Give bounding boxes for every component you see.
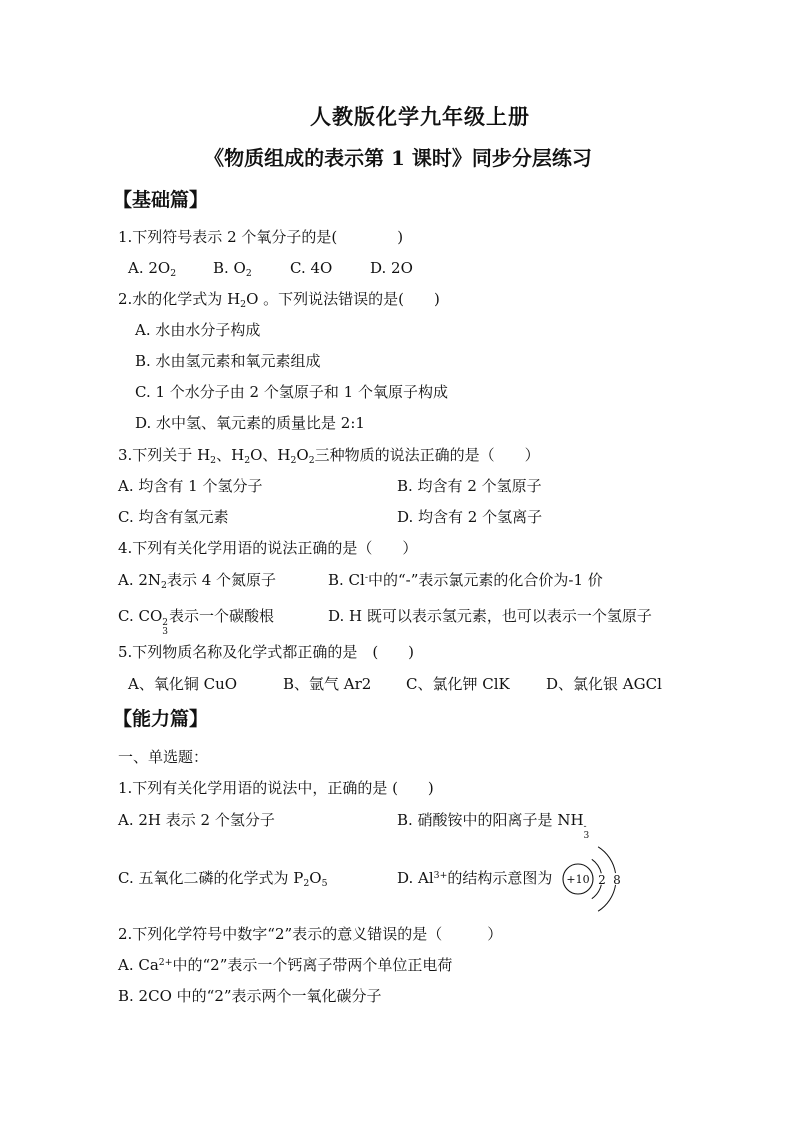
ability-q2-stem: 2.下列化学符号中数字“2”表示的意义错误的是（ ） <box>118 925 503 943</box>
ability-q1-stem: 1.下列有关化学用语的说法中，正确的是 ( ) <box>118 779 434 797</box>
subscript: 2 <box>303 877 310 889</box>
basic-q5-option-b: B、氩气 Ar2 <box>283 675 372 693</box>
superscript: 3+ <box>433 869 448 881</box>
basic-q2-stem <box>118 289 440 309</box>
option-text: A. Ca <box>118 956 159 974</box>
stem-text: O <box>296 446 309 464</box>
option-text: O <box>309 869 322 887</box>
superscript: 2+ <box>158 956 173 968</box>
stem-text: O、H <box>250 446 291 464</box>
basic-q4-option-c <box>118 606 274 637</box>
outer-shell-arc-upper <box>598 847 615 873</box>
subscript: 5 <box>321 877 328 889</box>
basic-q1-stem: 1.下列符号表示 2 个氧分子的是( ) <box>118 228 404 246</box>
document-subtitle: 《物质组成的表示第 1 课时》同步分层练习 <box>204 146 592 170</box>
stem-text: 三种物质的说法正确的是（ ） <box>314 446 540 464</box>
basic-q2-option-c: C. 1 个水分子由 2 个氢原子和 1 个氧原子构成 <box>135 383 448 401</box>
basic-q2-option-a: A. 水由水分子构成 <box>135 321 261 339</box>
subscript: 2 <box>245 267 252 279</box>
ability-subsection-title: 一、单选题： <box>118 748 209 766</box>
basic-q1-option-d: D. 2O <box>370 259 413 277</box>
subscript: 2 <box>161 579 167 591</box>
stem-text: 3.下列关于 H <box>118 446 211 464</box>
basic-q2-option-b: B. 水由氢元素和氧元素组成 <box>135 352 321 370</box>
stem-text: 2.水的化学式为 H <box>118 290 241 308</box>
nucleus-charge: +10 <box>566 873 590 886</box>
option-text: 中的“2”表示一个钙离子带两个单位正电荷 <box>172 956 453 974</box>
subscript: 2 <box>240 298 247 310</box>
inner-shell-electrons: 2 <box>598 873 606 887</box>
basic-q5-option-d: D、氯化银 AGCl <box>546 675 662 693</box>
basic-q5-option-a: A、氧化铜 CuO <box>128 675 238 693</box>
option-text: C. CO <box>118 607 163 625</box>
ability-q1-option-b <box>397 810 590 841</box>
option-text: C. 五氧化二磷的化学式为 P <box>118 869 304 887</box>
option-text: A. 2N <box>118 571 162 589</box>
outer-shell-electrons: 8 <box>613 873 621 887</box>
basic-q5-stem: 5.下列物质名称及化学式都正确的是 ( ) <box>118 643 415 661</box>
stem-text: O 。下列说法错误的是( ) <box>246 290 440 308</box>
basic-q1-option-c: C. 4O <box>290 259 333 277</box>
option-text: B. 硝酸铵中的阳离子是 NH <box>397 811 584 829</box>
ability-q1-option-c <box>118 868 328 888</box>
basic-q3-option-c: C. 均含有氢元素 <box>118 508 229 526</box>
basic-q5-option-c: C、氯化钾 ClK <box>406 675 510 693</box>
subscript: 2 <box>210 454 217 466</box>
stem-text: 、H <box>216 446 245 464</box>
basic-section-heading: 【基础篇】 <box>113 189 209 211</box>
basic-q3-option-d: D. 均含有 2 个氢离子 <box>397 508 543 526</box>
formula-text: B. O <box>213 259 246 277</box>
basic-q3-option-b: B. 均含有 2 个氢原子 <box>397 477 542 495</box>
option-text: 的结构示意图为 <box>447 869 553 887</box>
formula-text: A. 2O <box>128 259 171 277</box>
subscript: 3 <box>583 831 590 841</box>
superscript: 2 <box>162 618 168 628</box>
basic-q2-option-d: D. 水中氢、氧元素的质量比是 2:1 <box>135 414 365 432</box>
ability-q1-option-d <box>397 868 552 888</box>
basic-q1-option-b <box>213 258 252 278</box>
basic-q4-stem: 4.下列有关化学用语的说法正确的是（ ） <box>118 539 418 557</box>
ability-q1-option-a: A. 2H 表示 2 个氢分子 <box>118 811 275 829</box>
subscript: 2 <box>308 454 315 466</box>
subscript: 2 <box>170 267 177 279</box>
outer-shell-arc-lower <box>598 885 615 911</box>
ability-q2-option-a <box>118 955 452 975</box>
basic-q3-stem <box>118 445 540 465</box>
ability-section-heading: 【能力篇】 <box>113 708 209 730</box>
basic-q1-option-a <box>128 258 176 278</box>
basic-q4-option-b <box>328 570 603 590</box>
option-text: 中的“-”表示氯元素的化合价为-1 价 <box>368 571 603 589</box>
ability-q2-option-b: B. 2CO 中的“2”表示两个一氧化碳分子 <box>118 987 382 1005</box>
charge-subscript-stack <box>584 823 590 841</box>
superscript: - <box>583 822 587 832</box>
subscript: 2 <box>290 454 297 466</box>
option-text: B. Cl <box>328 571 365 589</box>
option-text: 表示 4 个氮原子 <box>166 571 277 589</box>
basic-q3-option-a: A. 均含有 1 个氢分子 <box>118 477 263 495</box>
basic-q4-option-d: D. H 既可以表示氢元素，也可以表示一个氢原子 <box>328 607 652 625</box>
option-text: D. Al <box>397 869 434 887</box>
subscript: 3 <box>162 627 168 637</box>
superscript: - <box>364 571 368 583</box>
atomic-structure-diagram <box>560 843 632 915</box>
document-title: 人教版化学九年级上册 <box>310 104 530 129</box>
charge-subscript-stack <box>162 619 168 637</box>
option-text: 表示一个碳酸根 <box>169 607 275 625</box>
basic-q4-option-a <box>118 570 276 590</box>
subscript: 2 <box>244 454 251 466</box>
inner-shell-arc-upper <box>592 859 602 873</box>
